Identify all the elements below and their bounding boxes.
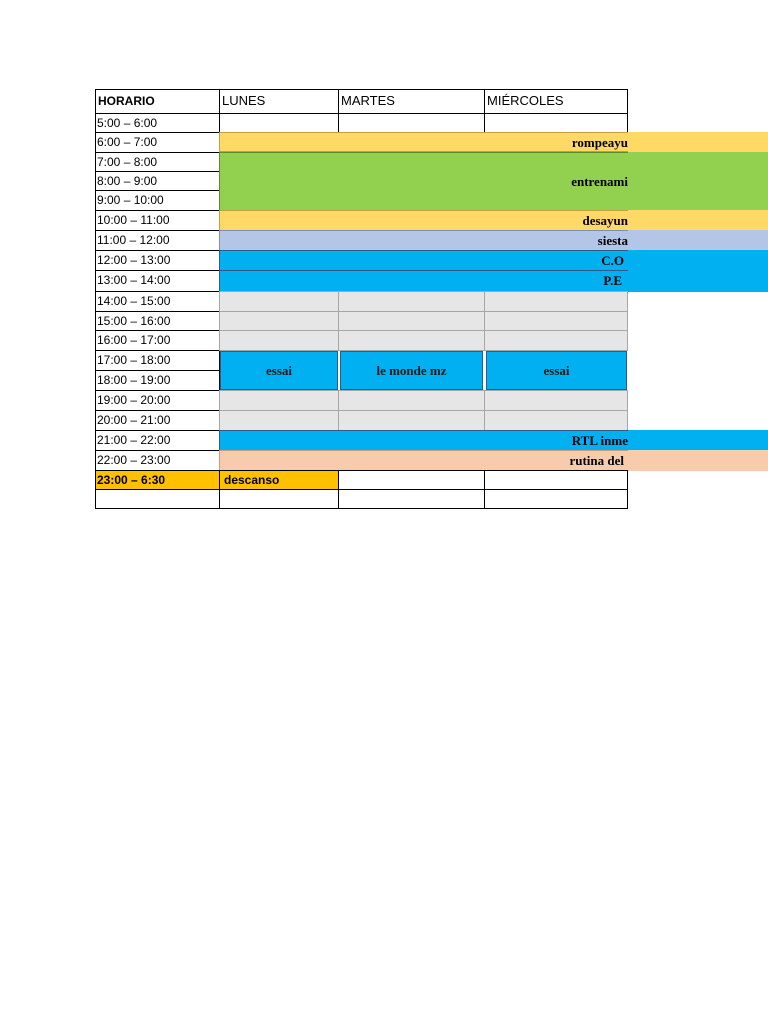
empty-cell[interactable] xyxy=(484,489,628,509)
band-entrenamiento-overflow xyxy=(628,152,768,211)
time-cell-empty[interactable] xyxy=(95,489,220,509)
time-cell[interactable]: 18:00 – 19:00 xyxy=(95,370,220,391)
time-cell[interactable]: 7:00 – 8:00 xyxy=(95,152,220,172)
band-rutina[interactable] xyxy=(219,450,629,471)
grey-cell[interactable] xyxy=(484,330,628,351)
time-cell[interactable]: 6:00 – 7:00 xyxy=(95,132,220,153)
time-cell[interactable]: 22:00 – 23:00 xyxy=(95,450,220,471)
band-rutina-overflow xyxy=(628,450,768,471)
header-horario[interactable]: HORARIO xyxy=(95,89,220,114)
grey-cell[interactable] xyxy=(219,330,339,351)
band-label: entrenami xyxy=(571,174,628,189)
grey-cell[interactable] xyxy=(338,410,485,431)
header-miercoles[interactable]: MIÉRCOLES xyxy=(484,89,628,114)
band-label: rompeayu xyxy=(571,135,628,150)
grey-cell[interactable] xyxy=(338,390,485,411)
grey-cell[interactable] xyxy=(484,390,628,411)
band-label: C.O xyxy=(601,253,624,268)
activity-lunes[interactable]: essai xyxy=(220,351,338,390)
grey-cell[interactable] xyxy=(219,390,339,411)
time-cell[interactable]: 14:00 – 15:00 xyxy=(95,291,220,312)
time-cell[interactable]: 8:00 – 9:00 xyxy=(95,171,220,191)
grey-cell[interactable] xyxy=(338,330,485,351)
time-cell[interactable]: 11:00 – 12:00 xyxy=(95,230,220,251)
time-cell[interactable]: 15:00 – 16:00 xyxy=(95,311,220,331)
time-cell-descanso[interactable]: 23:00 – 6:30 xyxy=(95,470,220,490)
band-entrenamiento[interactable] xyxy=(219,152,629,211)
band-co[interactable] xyxy=(219,250,629,271)
band-rompeayuno-overflow xyxy=(628,132,768,152)
band-label: siesta xyxy=(597,233,628,248)
band-label: P.E xyxy=(603,273,622,288)
time-cell[interactable]: 17:00 – 18:00 xyxy=(95,350,220,371)
band-rompeayuno[interactable] xyxy=(219,132,629,152)
grey-cell[interactable] xyxy=(484,291,628,312)
band-label: rutina del xyxy=(569,453,624,468)
band-desayuno-overflow xyxy=(628,210,768,231)
band-rtl-overflow xyxy=(628,430,768,451)
time-cell[interactable]: 10:00 – 11:00 xyxy=(95,210,220,231)
empty-cell[interactable] xyxy=(338,113,485,133)
empty-cell[interactable] xyxy=(338,489,485,509)
grey-cell[interactable] xyxy=(338,291,485,312)
header-martes[interactable]: MARTES xyxy=(338,89,485,114)
grey-cell[interactable] xyxy=(484,311,628,331)
empty-cell[interactable] xyxy=(484,113,628,133)
band-co-pe-overflow xyxy=(628,250,768,292)
empty-cell[interactable] xyxy=(219,489,339,509)
band-siesta-overflow xyxy=(628,230,768,251)
header-lunes[interactable]: LUNES xyxy=(219,89,339,114)
time-cell[interactable]: 21:00 – 22:00 xyxy=(95,430,220,451)
time-cell[interactable]: 9:00 – 10:00 xyxy=(95,190,220,211)
grey-cell[interactable] xyxy=(219,311,339,331)
activity-martes[interactable]: le monde mz xyxy=(340,351,483,390)
grey-cell[interactable] xyxy=(219,291,339,312)
band-pe[interactable] xyxy=(219,270,629,292)
time-cell[interactable]: 13:00 – 14:00 xyxy=(95,270,220,292)
descanso-cell[interactable]: descanso xyxy=(219,470,339,490)
grey-cell[interactable] xyxy=(219,410,339,431)
grey-cell[interactable] xyxy=(338,311,485,331)
empty-cell[interactable] xyxy=(484,470,628,490)
band-siesta[interactable] xyxy=(219,230,629,251)
time-cell[interactable]: 5:00 – 6:00 xyxy=(95,113,220,133)
empty-cell[interactable] xyxy=(219,113,339,133)
band-desayuno[interactable] xyxy=(219,210,629,231)
time-cell[interactable]: 19:00 – 20:00 xyxy=(95,390,220,411)
time-cell[interactable]: 12:00 – 13:00 xyxy=(95,250,220,271)
band-label: desayun xyxy=(582,213,628,228)
activity-miercoles[interactable]: essai xyxy=(486,351,627,390)
band-rtl[interactable] xyxy=(219,430,629,451)
band-label: RTL inme xyxy=(571,433,628,448)
grey-cell[interactable] xyxy=(484,410,628,431)
time-cell[interactable]: 20:00 – 21:00 xyxy=(95,410,220,431)
empty-cell[interactable] xyxy=(338,470,485,490)
time-cell[interactable]: 16:00 – 17:00 xyxy=(95,330,220,351)
